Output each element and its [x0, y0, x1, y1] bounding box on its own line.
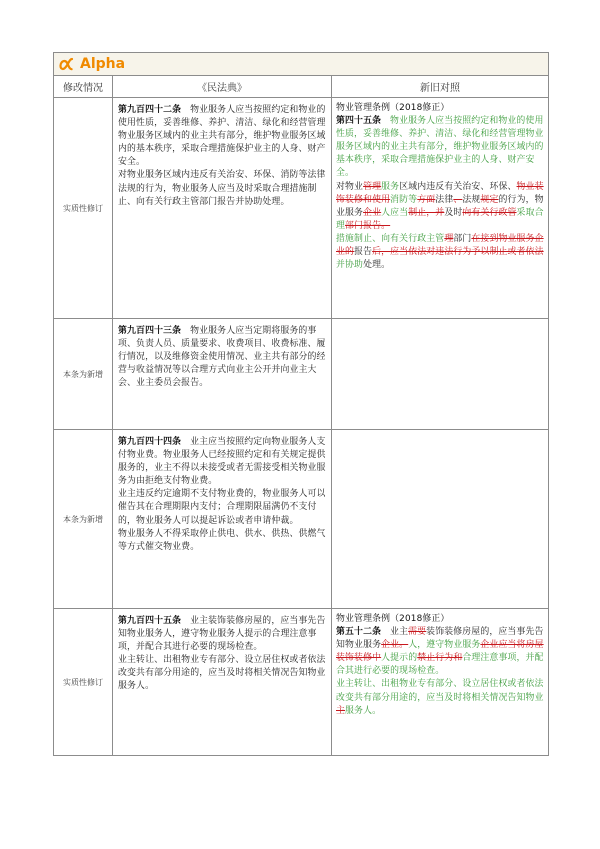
article-paragraph: 物业服务人应当定期将服务的事项、负责人员、质量要求、收费项目、收费标准、履行情况，以及维修资金使用情况、业主共有部分的经营与收益情况等以合理方式向业主公开并向业主大会、业主委员会报告。 [118, 326, 326, 389]
table-row [54, 319, 548, 430]
added-text: 物业服务人应当按照约定和物业的使用性质，妥善维修、养护、清洁、绿化和经营管理物业服务区域内的业主共有部分，维护物业服务区域内的基本秩序，采取合理措施保护业主的人身、财产安全。 [336, 116, 544, 179]
article-number: 第九百四十五条 [118, 616, 182, 626]
header-civil-code: 《民法典》 [113, 76, 332, 97]
deleted-text: 在接到物业服务企业的 [336, 233, 544, 258]
civil-code-text [113, 98, 332, 318]
old-article-number: 第五十二条 [336, 627, 382, 638]
article-number: 第九百四十三条 [118, 326, 182, 336]
table-header [54, 76, 548, 98]
header-status: 修改情况 [54, 76, 113, 97]
article-paragraph: 业主违反约定逾期不支付物业费的，物业服务人可以催告其在合理期限内支付；合理期限届满仍不支付的，物业服务人可以提起诉讼或者申请仲裁。 [118, 489, 326, 526]
deleted-text: 物业装饰装修和使用 [336, 181, 544, 205]
redline-paragraph [336, 181, 552, 233]
table-row [54, 98, 548, 319]
unchanged-text: 部门 [453, 233, 472, 244]
redline-paragraph [336, 678, 552, 717]
civil-code-text [113, 430, 332, 608]
unchanged-text: 报告 [354, 247, 373, 258]
brand-bar [54, 53, 548, 76]
article-number: 第九百四十四条 [118, 437, 182, 447]
deleted-text: 需要 [408, 627, 427, 638]
deleted-text: 制止，并 [408, 207, 445, 218]
comparison-text-empty [332, 319, 555, 429]
deleted-text: 向有关行政管 [462, 207, 517, 218]
added-text: 并协助 [336, 260, 364, 271]
unchanged-text: 装饰装修房屋的，应当事先告知物业服务 [336, 627, 544, 651]
deleted-text: 部门报告。 [345, 220, 391, 231]
row-status: 本条为新增 [54, 430, 113, 608]
comparison-text [332, 98, 555, 318]
deleted-text: 、 [453, 194, 463, 205]
deleted-text: 规定 [480, 194, 499, 205]
unchanged-text: 法律 [435, 194, 454, 205]
unchanged-text: 区域内违反有关治安、环保、 [399, 181, 517, 192]
row-status: 实质性修订 [54, 98, 113, 318]
row-status: 本条为新增 [54, 319, 113, 429]
unchanged-text: 的行为，物业服务 [336, 194, 544, 218]
article-paragraph: 业主装饰装修房屋的，应当事先告知物业服务人，遵守物业服务人提示的合理注意事项，并配合其进行必要的现场检查。 [118, 616, 326, 653]
deleted-text: 禁止行为和 [417, 653, 463, 664]
added-text: 采取合理 [336, 207, 544, 231]
added-text: 人应当 [381, 207, 409, 218]
added-text: 措施制止、向有关行政主管 [336, 233, 445, 244]
deleted-text: 后，应当依法对违法行为予以制止或者依法 [372, 247, 544, 258]
row-status: 实质性修订 [54, 609, 113, 755]
added-text: 人，遵守物业服务 [408, 640, 481, 651]
comparison-table [53, 52, 549, 756]
unchanged-text: 法规 [462, 194, 481, 205]
article-number: 第九百四十二条 [118, 105, 182, 115]
redline-paragraph [336, 233, 552, 272]
unchanged-text: 及时 [444, 207, 463, 218]
alpha-logo-icon [59, 56, 75, 72]
unchanged-text: 对物业 [336, 181, 364, 192]
article-paragraph: 业主应当按照约定向物业服务人支付物业费。物业服务人已经按照约定和有关规定提供服务的，业主不得以未接受或者无需接受相关物业服务为由拒绝支付物业费。 [118, 437, 326, 487]
added-text: 人提示的 [381, 653, 418, 664]
added-text: 业主转让、出租物业专有部分、设立居住权或者依法改变共有部分用途的，应当及时将相关情况告知物业 [336, 679, 544, 703]
brand-name: Alpha [80, 56, 126, 72]
added-text: 服务人。 [345, 705, 382, 716]
article-paragraph: 对物业服务区域内违反有关治安、环保、消防等法律法规的行为，物业服务人应当及时采取合理措施制止、向有关行政主管部门报告并协助处理。 [118, 170, 326, 207]
article-paragraph: 物业服务人应当按照约定和物业的使用性质，妥善维修、养护、清洁、绿化和经营管理物业服务区域内的业主共有部分，维护物业服务区域内的基本秩序，采取合理措施保护业主的人身、财产安全。 [118, 105, 326, 168]
comparison-text [332, 609, 555, 755]
article-paragraph: 物业服务人不得采取停止供电、供水、供热、供燃气等方式催交物业费。 [118, 528, 326, 552]
deleted-text: 方面 [417, 194, 436, 205]
table-row [54, 609, 548, 755]
table-row [54, 430, 548, 609]
deleted-text: 企业 [363, 207, 382, 218]
source-regulation: 物业管理条例（2018修正） [336, 614, 450, 624]
deleted-text: 主 [336, 705, 346, 716]
deleted-text: 管理 [363, 181, 382, 192]
deleted-text: 企业应当将房屋装饰装修中 [336, 640, 544, 664]
old-article-number: 第四十五条 [336, 116, 382, 127]
header-comparison: 新旧对照 [420, 83, 460, 94]
comparison-text-empty [332, 430, 555, 608]
added-text: 服务 [381, 181, 400, 192]
added-text: 合理注意事项，并配合其进行必要的现场检查。 [336, 653, 544, 677]
civil-code-text [113, 609, 332, 755]
unchanged-text: 处理。 [363, 260, 391, 271]
civil-code-text [113, 319, 332, 429]
article-paragraph: 业主转让、出租物业专有部分、设立居住权或者依法改变共有部分用途的，应当及时将相关情况告知物业服务人。 [118, 655, 326, 692]
deleted-text: 企业。 [381, 640, 409, 651]
added-text: 消防等 [390, 194, 418, 205]
deleted-text: 理 [444, 233, 454, 244]
unchanged-text: 业主 [390, 627, 409, 638]
source-regulation: 物业管理条例（2018修正） [336, 103, 450, 113]
